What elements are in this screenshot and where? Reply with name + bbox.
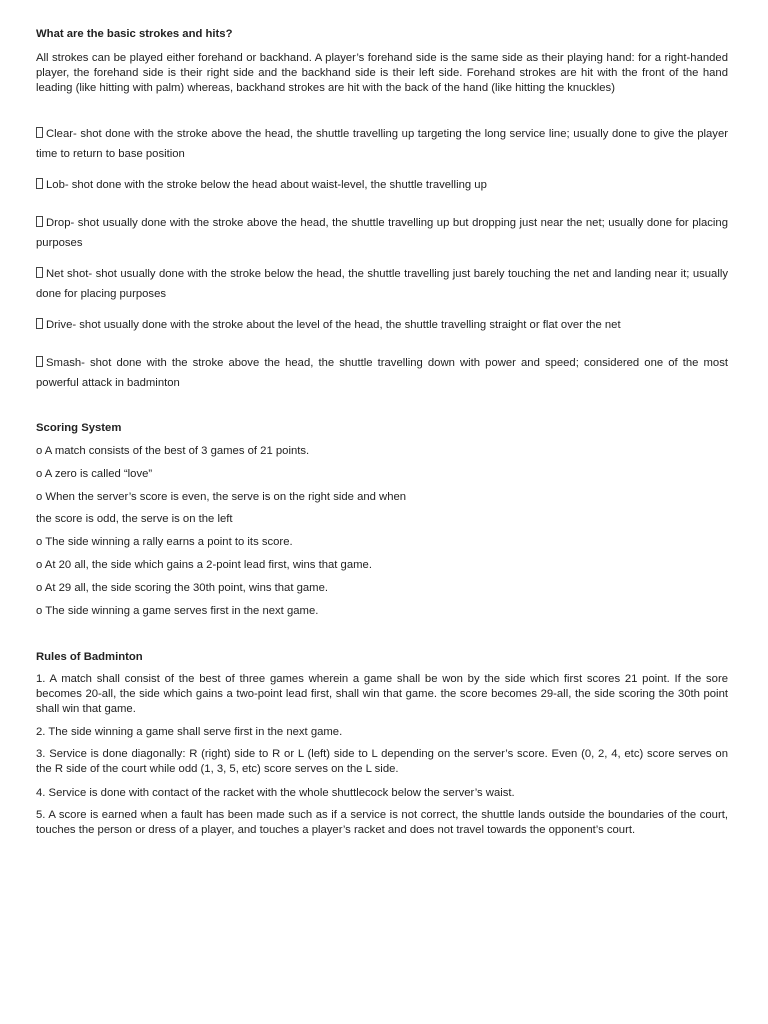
scoring-line: o When the server’s score is even, the serve is on the right side and when	[36, 491, 407, 503]
bullet-glyph-icon	[36, 267, 43, 278]
scoring-line: o A match consists of the best of 3 games of 21 points.	[36, 445, 310, 457]
stroke-text: Drive- shot usually done with the stroke about the level of the head, the shuttle travelling straight or flat over the net	[46, 319, 621, 331]
bullet-glyph-icon	[36, 356, 43, 367]
rule-item: 1. A match shall consist of the best of three games wherein a game shall be won by the side which first scores 21 point. If the sore becomes 20-all, the side which gains a two-point lead first, shall win that game. the score becomes 29-all, the side scoring the 30th point shall win that game.	[36, 673, 728, 715]
bullet-glyph-icon	[36, 127, 43, 138]
strokes-heading: What are the basic strokes and hits?	[36, 28, 233, 40]
stroke-text: Drop- shot usually done with the stroke above the head, the shuttle travelling up but dropping just near the net; usually done for placing purposes	[36, 217, 728, 249]
scoring-line: o At 20 all, the side which gains a 2-point lead first, wins that game.	[36, 559, 372, 571]
stroke-lob	[36, 176, 728, 196]
stroke-text: Lob- shot done with the stroke below the head about waist-level, the shuttle travelling up	[46, 179, 487, 191]
rule-item: 2. The side winning a game shall serve first in the next game.	[36, 726, 343, 738]
bullet-glyph-icon	[36, 318, 43, 329]
stroke-clear	[36, 125, 728, 164]
stroke-text: Smash- shot done with the stroke above the head, the shuttle travelling down with power and speed; considered one of the most powerful attack in badminton	[36, 357, 728, 389]
scoring-heading: Scoring System	[36, 422, 122, 434]
intro-paragraph: All strokes can be played either forehand or backhand. A player’s forehand side is the same side as their playing hand: for a right-handed player, the forehand side is their right side and the backhand side is their left side. Forehand strokes are hit with the front of the hand leading (like hitting with palm) whereas, backhand strokes are hit with the back of the hand (like hitting the knuckles)	[36, 52, 728, 94]
scoring-line: o At 29 all, the side scoring the 30th point, wins that game.	[36, 582, 329, 594]
stroke-text: Clear- shot done with the stroke above the head, the shuttle travelling up targeting the long service line; usually done to give the player time to return to base position	[36, 128, 728, 160]
bullet-glyph-icon	[36, 216, 43, 227]
rule-item: 5. A score is earned when a fault has been made such as if a service is not correct, the shuttle lands outside the boundaries of the court, touches the person or dress of a player, and touches a player’s racket and does not travel towards the opponent’s court.	[36, 809, 728, 836]
scoring-line: the score is odd, the serve is on the left	[36, 513, 233, 525]
stroke-smash	[36, 354, 728, 393]
scoring-line: o The side winning a game serves first in the next game.	[36, 605, 319, 617]
stroke-text: Net shot- shot usually done with the stroke below the head, the shuttle travelling just barely touching the net and landing near it; usually done for placing purposes	[36, 268, 728, 300]
scoring-line: o The side winning a rally earns a point to its score.	[36, 536, 293, 548]
stroke-drop	[36, 214, 728, 253]
rule-item: 3. Service is done diagonally: R (right) side to R or L (left) side to L depending on the server’s score. Even (0, 2, 4, etc) score serves on the R side of the court while odd (1, 3, 5, etc) score serves on the L side.	[36, 748, 728, 775]
scoring-line: o A zero is called “love”	[36, 468, 153, 480]
rules-heading: Rules of Badminton	[36, 651, 143, 663]
rule-item: 4. Service is done with contact of the racket with the whole shuttlecock below the server’s waist.	[36, 787, 515, 799]
bullet-glyph-icon	[36, 178, 43, 189]
stroke-net-shot	[36, 265, 728, 304]
stroke-drive	[36, 316, 728, 336]
